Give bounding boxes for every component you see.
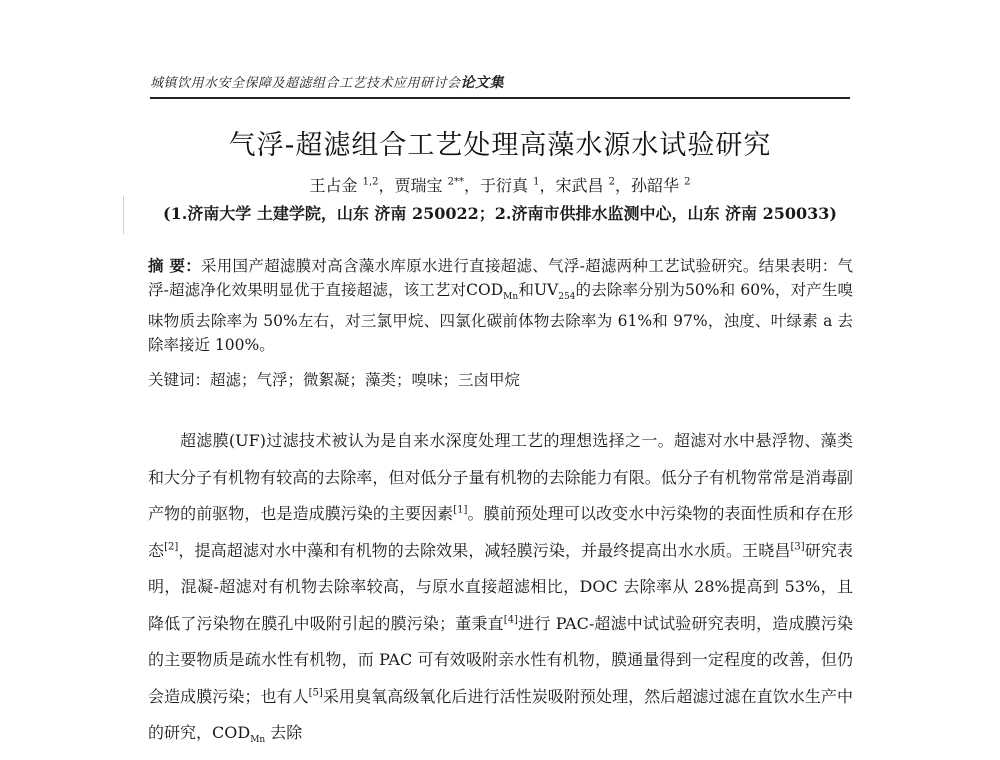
author-sup: 2 xyxy=(684,176,691,188)
citation: [2] xyxy=(164,541,179,553)
header-rule xyxy=(150,97,850,99)
author-sup: 1,2 xyxy=(362,176,379,188)
abstract-sub: Mn xyxy=(503,292,519,303)
author-sup: 2** xyxy=(447,176,464,188)
author-name: 贾瑞宝 xyxy=(394,176,443,195)
body-text xyxy=(148,423,853,752)
body-span: 采用臭氧高级氧化后进行活性炭吸附预处理，然后超滤过滤在直饮水生产中的研究，COD xyxy=(148,686,853,742)
author-name: 宋武昌 xyxy=(555,176,604,195)
paper-title: 气浮-超滤组合工艺处理高藻水源水试验研究 xyxy=(228,130,772,161)
citation: [1] xyxy=(453,504,468,516)
body-span: ，提高超滤对水中藻和有机物的去除效果，减轻膜污染，并最终提高出水水质。王晓昌 xyxy=(178,540,791,560)
body-paragraph xyxy=(148,423,853,752)
author-list: 王占金 $^{1,2}$，贾瑞宝 $^{2**}$，于衍真 $^1$，宋武昌 $^2$，孙韶华 $^2$ xyxy=(309,176,691,195)
running-header-title: 城镇饮用水安全保障及超滤组合工艺技术应用研讨会 xyxy=(150,76,461,91)
author-sup: 1 xyxy=(533,176,540,188)
citation: [4] xyxy=(503,614,518,626)
abstract xyxy=(148,254,853,357)
abstract-label: 摘 要： xyxy=(148,256,201,275)
keywords-text: 超滤；气浮；微絮凝；藻类；嗅味；三卤甲烷 xyxy=(210,371,521,389)
running-header-bold: 论文集 xyxy=(460,75,505,91)
abstract-text: 的去除率分别为50%和 60%，对产生嗅味物质去除率为 50%左右，对三氯甲烷、四氯化碳前体物去除率为 61%和 97%，浊度、叶绿素 a 去除率接近 100%。 xyxy=(148,281,853,355)
keywords-label: 关键词： xyxy=(148,371,211,389)
abstract-text: 采用国产超滤膜对高含藻水库原水进行直接超滤、气浮-超滤两种工艺试验研究。结果表明：气浮-超滤净化效果明显优于直接超滤，该工艺对COD xyxy=(148,257,853,299)
author-name: 孙韶华 xyxy=(631,176,680,195)
body-span: 。膜前预处理可以改变水中污染物的表面性质和存在形态 xyxy=(148,504,853,560)
keywords xyxy=(148,368,853,392)
citation: [3] xyxy=(790,541,805,553)
author-name: 于衍真 xyxy=(480,176,529,195)
abstract-text: 和UV xyxy=(518,281,559,299)
body-span: 去除 xyxy=(265,723,303,742)
abstract-sub: 254 xyxy=(558,292,576,303)
body-sub: Mn xyxy=(250,735,266,746)
body-span: 进行 PAC-超滤中试试验研究表明，造成膜污染的主要物质是疏水性有机物，而 PAC 可有效吸附亲水性有机物，膜通量得到一定程度的改善，但仍会造成膜污染；也有人 xyxy=(148,613,853,706)
body-span: 超滤膜(UF)过滤技术被认为是自来水深度处理工艺的理想选择之一。超滤对水中悬浮物、藻类和大分子有机物有较高的去除率，但对低分子量有机物的去除能力有限。低分子有机物常常是消毒副产物的前驱物，也是造成膜污染的主要因素 xyxy=(148,431,853,523)
author-sup: 2 xyxy=(608,176,615,188)
affiliation: (1.济南大学 土建学院，山东 济南 250022；2.济南市供排水监测中心，山东 济南 250033) xyxy=(163,204,837,223)
body-span: 研究表明，混凝-超滤对有机物去除率较高，与原水直接超滤相比，DOC 去除率从 28%提高到 53%，且降低了污染物在膜孔中吸附引起的膜污染；董秉直 xyxy=(148,540,853,633)
author-name: 王占金 xyxy=(309,176,358,195)
citation: [5] xyxy=(308,687,323,699)
running-header xyxy=(150,72,504,92)
